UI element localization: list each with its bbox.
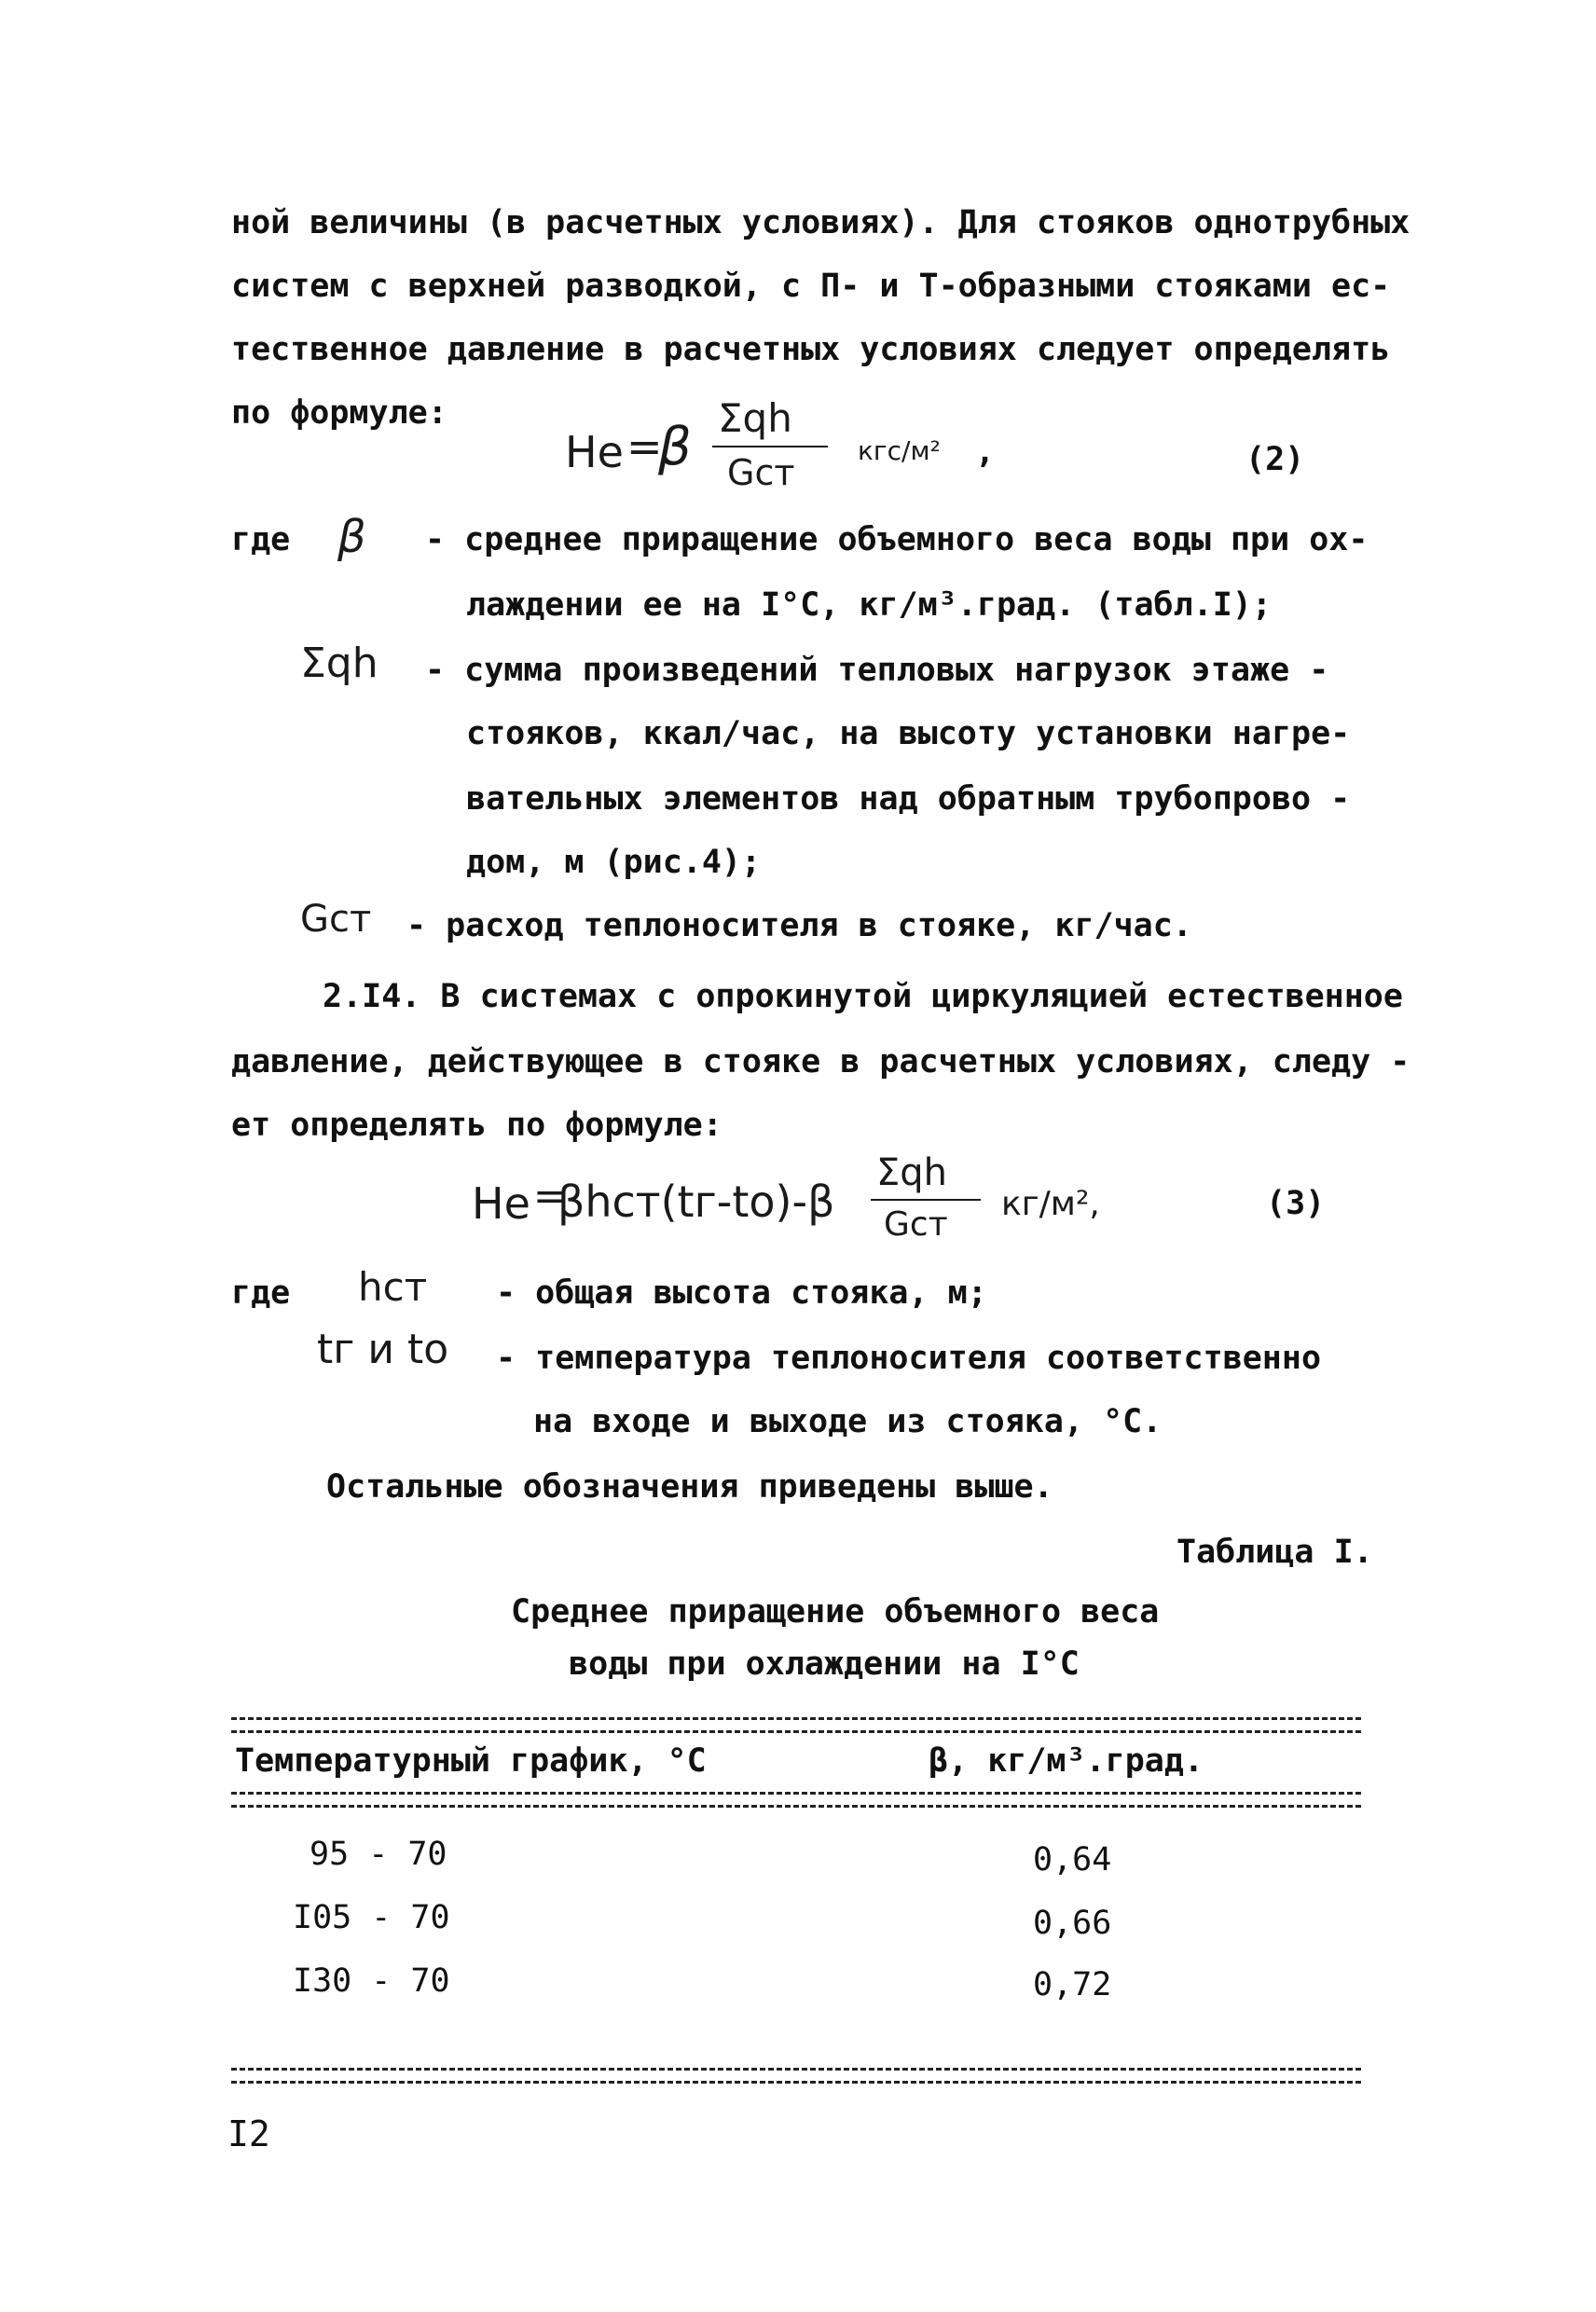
paragraph-line: по формуле: xyxy=(231,394,447,432)
sum-definition-line: дом, м (рис.4); xyxy=(466,844,762,881)
formula-2-comma: , xyxy=(975,434,996,471)
t-definition-line: на входе и выходе из стояка, °C. xyxy=(533,1403,1163,1440)
formula-3-denominator: Gст xyxy=(884,1205,948,1244)
table-cell: I05 - 70 xyxy=(293,1899,450,1936)
table-cell: 0,72 xyxy=(1033,1966,1112,2003)
table-header-schedule: Температурный график, °C xyxy=(235,1742,707,1780)
beta-symbol: β xyxy=(337,511,366,563)
sum-definition-line: вательных элементов над обратным трубопрово - xyxy=(466,780,1351,818)
g-definition-line: - расход теплоносителя в стояке, кг/час. xyxy=(406,907,1192,944)
table-title-line: Среднее приращение объемного веса xyxy=(511,1593,1160,1631)
formula-3-eq: = xyxy=(533,1173,567,1218)
sum-qh-symbol: Σqh xyxy=(300,640,378,687)
page-number: I2 xyxy=(227,2113,270,2154)
where-label: где xyxy=(231,1274,291,1312)
table-divider-top xyxy=(231,1717,1361,1720)
table-cell: I30 - 70 xyxy=(293,1962,450,2000)
table-divider-bottom xyxy=(231,2081,1361,2084)
where-label: где xyxy=(231,521,291,558)
paragraph-line: давление, действующее в стояке в расчетных условиях, следу - xyxy=(231,1043,1410,1080)
table-divider-top xyxy=(231,1730,1361,1733)
note-line: Остальные обозначения приведены выше. xyxy=(326,1468,1053,1506)
formula-3-fraction-bar xyxy=(871,1199,981,1201)
formula-2-lhs: Hе xyxy=(565,427,624,477)
h-definition-line: - общая высота стояка, м; xyxy=(496,1274,987,1312)
formula-3-unit: кг/м², xyxy=(1001,1185,1100,1223)
formula-2-unit: кгс/м² xyxy=(858,435,941,466)
table-divider-bottom xyxy=(231,2068,1361,2071)
t-definition-line: - температура теплоносителя соответственно xyxy=(496,1340,1322,1377)
table-divider-header xyxy=(231,1792,1361,1795)
formula-2-denominator: Gст xyxy=(727,452,795,493)
table-cell: 0,64 xyxy=(1033,1841,1112,1878)
table-title-line: воды при охлаждении на I°C xyxy=(569,1645,1080,1683)
beta-definition-line: - среднее приращение объемного веса воды при ох- xyxy=(425,521,1369,558)
sum-definition-line: стояков, ккал/час, на высоту установки нагре- xyxy=(466,715,1351,752)
sum-definition-line: - сумма произведений тепловых нагрузок этаже - xyxy=(425,652,1329,689)
table-cell: 0,66 xyxy=(1033,1905,1112,1942)
formula-2-numerator: Σqh xyxy=(718,395,792,441)
formula-3-lhs: Hе xyxy=(472,1178,530,1229)
formula-2-beta: β xyxy=(658,417,692,477)
h-st-symbol: hст xyxy=(358,1264,428,1310)
paragraph-line: систем с верхней разводкой, с П- и Т-образными стояками ес- xyxy=(231,268,1391,305)
formula-3-expression: βhст(tг-tо)-β xyxy=(557,1177,835,1227)
formula-2-eq: = xyxy=(626,421,663,472)
g-st-symbol: Gст xyxy=(300,898,372,941)
paragraph-line: тественное давление в расчетных условиях следует определять xyxy=(231,331,1391,368)
paragraph-line: ной величины (в расчетных условиях). Для стояков однотрубных xyxy=(231,204,1410,241)
t-symbols: tг и tо xyxy=(317,1326,449,1373)
table-header-beta: β, кг/м³.град. xyxy=(929,1742,1204,1780)
paragraph-line: 2.I4. В системах с опрокинутой циркуляцией естественное xyxy=(323,978,1403,1015)
formula-2-fraction-bar xyxy=(712,446,828,447)
formula-3-number: (3) xyxy=(1266,1185,1326,1222)
table-cell: 95 - 70 xyxy=(310,1836,447,1873)
paragraph-line: ет определять по формуле: xyxy=(231,1107,722,1144)
formula-3-numerator: Σqh xyxy=(876,1151,948,1194)
beta-definition-line: лаждении ее на I°C, кг/м³.град. (табл.I); xyxy=(466,586,1272,624)
table-label: Таблица I. xyxy=(1176,1534,1373,1571)
formula-2-number: (2) xyxy=(1245,441,1305,478)
table-divider-header xyxy=(231,1805,1361,1808)
